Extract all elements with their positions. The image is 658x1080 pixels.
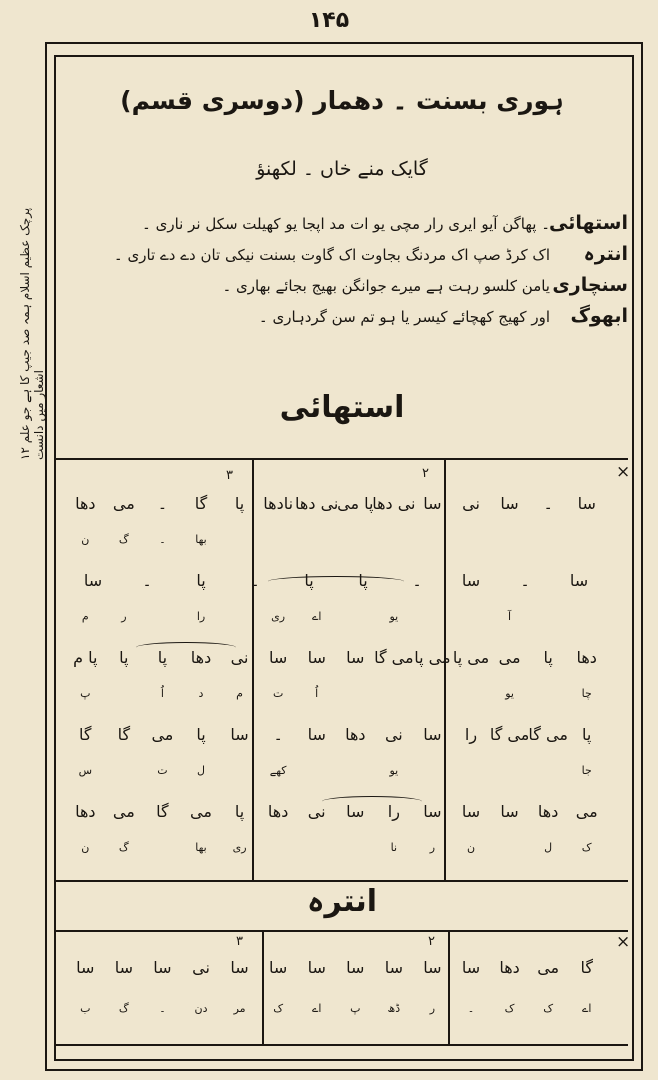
bar-number: ۲ bbox=[428, 934, 435, 949]
bol-syllable: مر bbox=[233, 1002, 246, 1015]
bol-syllable: جا bbox=[581, 763, 592, 777]
bol-syllable: ب bbox=[80, 1002, 91, 1015]
swara-note: می bbox=[498, 648, 521, 667]
swara-note: سا bbox=[83, 571, 103, 590]
swara-note: پا bbox=[119, 648, 129, 667]
antara-heading: انترہ bbox=[306, 884, 378, 919]
swara-note: نادھا bbox=[263, 494, 294, 513]
lyric-row bbox=[80, 243, 628, 274]
lyric-text: یامن کلسو رہت ہے میرے جوانگن بھیج بجائے بھاری ۔ bbox=[222, 277, 550, 295]
sthai-heading: استھائی bbox=[279, 390, 405, 425]
swara-note: می گا bbox=[528, 725, 568, 744]
bar-number: ۲ bbox=[422, 466, 429, 481]
swara-note: نی bbox=[384, 725, 403, 744]
swara-note: پا bbox=[157, 648, 168, 667]
bol-syllable: را bbox=[196, 609, 206, 623]
slur-mark bbox=[136, 642, 236, 653]
swara-note: نی bbox=[230, 648, 249, 667]
swara-note: سا bbox=[500, 494, 519, 513]
lyric-text: ۔ پھاگن آیو ایری رار مچی یو ات مد اپجا یو کھیلت سکل نر ناری ۔ bbox=[142, 215, 550, 233]
swara-note: نی bbox=[192, 958, 210, 977]
swara-note: ۔ bbox=[250, 571, 260, 590]
bar-number: ۳ bbox=[226, 468, 233, 483]
lyric-label: سنچاری bbox=[552, 274, 628, 296]
bol-syllable: ت bbox=[157, 763, 168, 777]
bol-syllable: ڈھ bbox=[387, 1002, 401, 1015]
lyrics-block bbox=[80, 212, 628, 336]
swara-note: می bbox=[151, 725, 174, 744]
swara-note: نی دھا bbox=[372, 494, 416, 513]
swara-note: ۔ bbox=[157, 494, 168, 513]
lyric-text: اور کھیج کھچائے کیسر یا ہو تم سن گردہاری ۔ bbox=[258, 308, 550, 326]
slur-mark bbox=[322, 796, 422, 807]
swara-note: سا bbox=[230, 958, 249, 977]
bol-syllable: ک bbox=[273, 1002, 284, 1015]
bol-syllable: اے bbox=[311, 609, 322, 623]
bar-number: ۳ bbox=[236, 934, 243, 949]
margin-note: ۱۲ پرچک عظیم اسلام ہمہ صد جیپ کا ہے جو علم اشعار میں دانست bbox=[18, 207, 46, 460]
lyric-row bbox=[80, 212, 628, 243]
bol-syllable: ت bbox=[272, 686, 284, 700]
swara-note: سا bbox=[269, 958, 288, 977]
lyric-row bbox=[80, 305, 628, 336]
swara-note: سا bbox=[423, 958, 442, 977]
swara-note: پا bbox=[543, 648, 553, 667]
swara-note: می bbox=[575, 802, 598, 821]
bol-syllable: کھے bbox=[269, 763, 287, 777]
swara-note: سا bbox=[423, 725, 442, 744]
swara-note: پا می bbox=[337, 494, 374, 513]
swara-note: می پا bbox=[452, 648, 490, 667]
bol-syllable: ۔ bbox=[159, 1002, 166, 1015]
swara-note: پا م bbox=[73, 648, 98, 667]
swara-note: ۔ bbox=[273, 725, 283, 744]
swara-note: را bbox=[464, 725, 478, 744]
swara-note: دھا bbox=[576, 648, 597, 667]
swara-note: سا bbox=[461, 802, 481, 821]
bol-syllable: ل bbox=[544, 840, 553, 854]
bol-syllable: ری bbox=[271, 609, 286, 623]
lyric-label: استھائی bbox=[549, 212, 628, 234]
bol-syllable: ر bbox=[429, 1002, 436, 1015]
swara-note: سا bbox=[461, 958, 481, 977]
bol-syllable: گ bbox=[118, 532, 129, 546]
swara-note: ۔ bbox=[142, 571, 152, 590]
swara-note: می bbox=[112, 802, 135, 821]
swara-note: ۔ bbox=[543, 494, 553, 513]
sthai-notation-grid bbox=[56, 458, 631, 882]
bol-syllable: ک bbox=[543, 1002, 554, 1015]
swara-note: پا bbox=[196, 571, 206, 590]
swara-note: دھا bbox=[345, 725, 366, 744]
swara-note: سا bbox=[500, 802, 519, 821]
bol-syllable: یو bbox=[389, 609, 399, 623]
bar-number: × bbox=[616, 932, 631, 952]
swara-note: دھا bbox=[75, 494, 96, 513]
bol-syllable: اے bbox=[581, 1002, 592, 1015]
swara-note: می bbox=[112, 494, 135, 513]
bol-syllable: دن bbox=[194, 1002, 208, 1015]
swara-note: سا bbox=[269, 648, 288, 667]
bol-syllable: گ bbox=[118, 1002, 129, 1015]
swara-note: سا bbox=[307, 725, 326, 744]
swara-note: سا bbox=[423, 802, 442, 821]
swara-note: گا bbox=[194, 494, 208, 513]
bol-syllable: م bbox=[236, 686, 243, 700]
swara-note: دھا bbox=[75, 802, 96, 821]
swara-note: گا bbox=[156, 802, 169, 821]
bol-syllable: بھا bbox=[195, 532, 207, 546]
swara-note: سا bbox=[423, 494, 442, 513]
bol-syllable: د bbox=[198, 686, 204, 700]
swara-note: سا bbox=[307, 648, 326, 667]
bol-syllable: نا bbox=[390, 840, 398, 854]
bol-syllable: اے bbox=[311, 1002, 322, 1015]
bol-syllable: پ bbox=[80, 686, 91, 700]
swara-note: سا bbox=[346, 958, 365, 977]
bol-syllable: ک bbox=[504, 1002, 515, 1015]
swara-note: گا bbox=[580, 958, 593, 977]
bar-line bbox=[448, 932, 450, 1044]
bol-syllable: اُ bbox=[315, 686, 319, 700]
lyric-row bbox=[80, 274, 628, 305]
swara-note: می پا bbox=[414, 648, 451, 667]
bol-syllable: یو bbox=[505, 686, 514, 700]
bol-syllable: یو bbox=[389, 763, 399, 777]
bar-number: × bbox=[616, 462, 631, 482]
swara-note: نی bbox=[307, 802, 326, 821]
swara-note: پا bbox=[304, 571, 314, 590]
swara-note: سا bbox=[153, 958, 172, 977]
swara-note: نی bbox=[462, 494, 480, 513]
swara-note: دھا bbox=[267, 802, 289, 821]
slur-mark bbox=[268, 576, 404, 587]
swara-note: را bbox=[387, 802, 400, 821]
swara-note: ۔ bbox=[412, 571, 422, 590]
swara-note: سا bbox=[230, 725, 249, 744]
bol-syllable: ر bbox=[121, 609, 127, 623]
swara-note: پا bbox=[582, 725, 592, 744]
bol-syllable: اُ bbox=[160, 686, 164, 700]
bol-syllable: ۔ bbox=[467, 1002, 475, 1015]
bar-line bbox=[252, 460, 254, 880]
swara-note: پا bbox=[196, 725, 206, 744]
swara-note: پا bbox=[234, 494, 245, 513]
swara-note: پا bbox=[358, 571, 368, 590]
singer-credit: گایک منے خاں ۔ لکھنؤ bbox=[256, 158, 428, 180]
swara-note: گا bbox=[117, 725, 131, 744]
antara-notation-grid bbox=[56, 930, 631, 1046]
swara-note: گا bbox=[79, 725, 92, 744]
bar-line bbox=[262, 932, 264, 1044]
composition-title: ہوری بسنت ۔ دھمار (دوسری قسم) bbox=[120, 86, 564, 115]
swara-note: سا bbox=[569, 571, 589, 590]
lyric-label: انترہ bbox=[583, 243, 628, 265]
swara-note: دھا bbox=[537, 802, 559, 821]
swara-note: ۔ bbox=[520, 571, 530, 590]
swara-note: سا bbox=[577, 494, 596, 513]
swara-note: سا bbox=[346, 802, 365, 821]
swara-note: سا bbox=[346, 648, 365, 667]
swara-note: نی دھا bbox=[295, 494, 339, 513]
lyric-text: اک کرڈ صپ اک مردنگ بجاوت اک گاوت بسنت نیکی تان دے دے تاری ۔ bbox=[113, 246, 550, 264]
bol-syllable: س bbox=[78, 763, 92, 777]
bol-syllable: آ bbox=[508, 609, 512, 623]
swara-note: سا bbox=[307, 958, 326, 977]
bol-syllable: ن bbox=[466, 840, 476, 854]
bol-syllable: ن bbox=[81, 532, 90, 546]
swara-note: دھا bbox=[190, 648, 212, 667]
swara-note: می گا bbox=[374, 648, 414, 667]
bol-syllable: ری bbox=[232, 840, 247, 854]
swara-note: سا bbox=[384, 958, 403, 977]
swara-note: سا bbox=[461, 571, 481, 590]
bol-syllable: چا bbox=[581, 686, 592, 700]
swara-note: سا bbox=[114, 958, 133, 977]
swara-note: پا bbox=[234, 802, 245, 821]
bol-syllable: ن bbox=[81, 840, 90, 854]
bol-syllable: گ bbox=[118, 840, 129, 854]
bol-syllable: پ bbox=[350, 1002, 361, 1015]
swara-note: می گا bbox=[489, 725, 530, 744]
bol-syllable: ۔ bbox=[159, 532, 166, 546]
swara-note: می bbox=[190, 802, 212, 821]
bar-line bbox=[444, 460, 446, 880]
swara-note: می bbox=[537, 958, 560, 977]
lyric-label: ابھوگ bbox=[570, 305, 628, 327]
bol-syllable: ر bbox=[429, 840, 436, 854]
swara-note: سا bbox=[76, 958, 95, 977]
bol-syllable: م bbox=[81, 609, 89, 623]
page-number: ۱۴۵ bbox=[308, 8, 350, 33]
bol-syllable: بھا bbox=[195, 840, 207, 854]
bol-syllable: ل bbox=[197, 763, 205, 777]
bol-syllable: ک bbox=[581, 840, 592, 854]
swara-note: دھا bbox=[499, 958, 520, 977]
